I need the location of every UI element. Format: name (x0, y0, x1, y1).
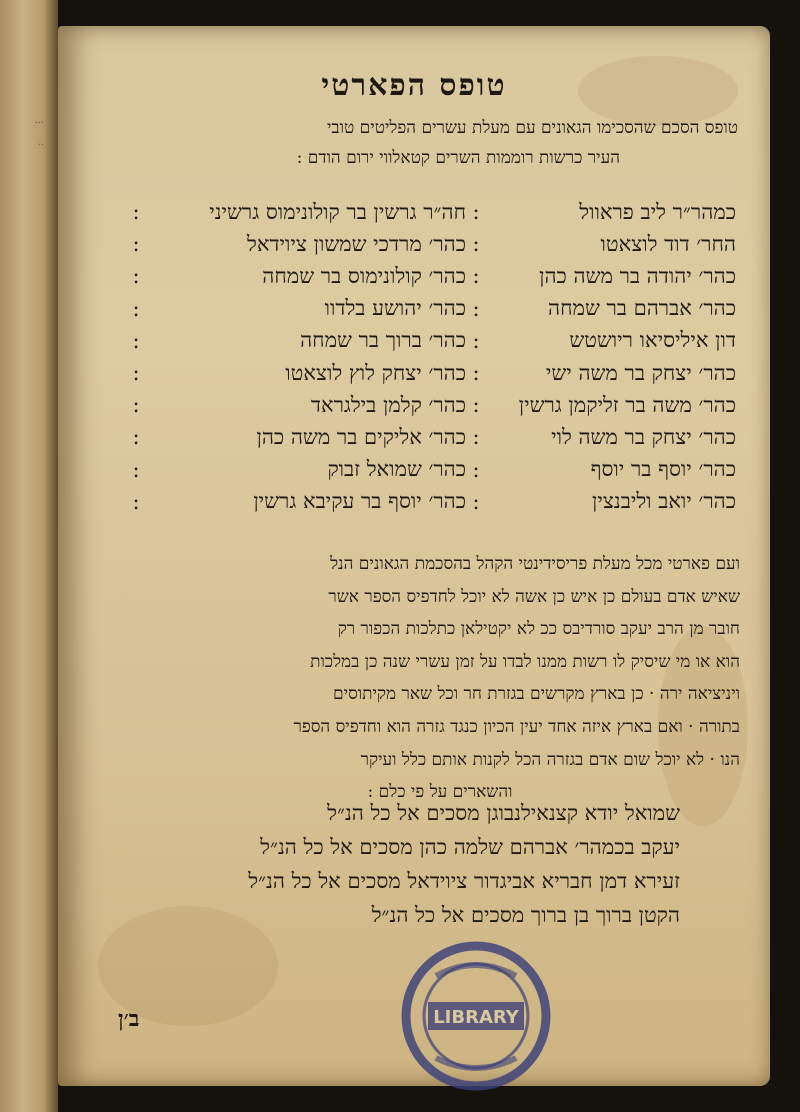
paragraph-line: שאיש אדם בעולם כן איש כן אשה לא יוכל לחדפיס הספר אשר (328, 586, 740, 607)
separator: : (472, 425, 480, 450)
signatory-name: כהר׳ אליקים בר משה כהן (256, 424, 466, 449)
paragraph-line: חובר מן הרב יעקב סורדיבס ככ לא יקטילאן כתלכות הכפור רק (337, 619, 740, 640)
separator: : (472, 264, 480, 289)
signatory-row (96, 389, 736, 421)
approbation-signatures (160, 801, 680, 937)
page-title: טופס הפארטי (321, 68, 507, 103)
signatory-row (96, 196, 736, 228)
signatory-name: כהר׳ יצחק בר משה לוי (551, 424, 736, 449)
signatory-name: חה״ר גרשין בר קולונימוס גרשיני (209, 199, 466, 224)
signature-line: הקטן ברוך בן ברוך מסכים אל כל הנ״ל (371, 903, 680, 927)
paragraph-line: ויניציאה ירה · כן בארץ מקרשים בגזרת חר וכל שאר מקיתוסים (333, 684, 740, 705)
facing-page-marks: ··· (34, 118, 44, 129)
signatory-row (96, 293, 736, 325)
separator: : (472, 489, 480, 514)
signatory-name: כהר׳ יואב וליבנצין (592, 489, 736, 514)
stamp-label: LIBRARY (433, 1007, 519, 1028)
signatory-name: כמהר״ר ליב פראוול (579, 199, 736, 224)
separator: : (132, 232, 140, 257)
paragraph-line: הנו · לא יוכל שום אדם בגזרה הכל לקנות אותם כלל ועיקר (360, 749, 740, 770)
signatory-row (96, 260, 736, 292)
separator: : (132, 393, 140, 418)
separator: : (472, 393, 480, 418)
decree-paragraph (100, 554, 740, 815)
signatory-name: כהר׳ מרדכי שמשון ציוידאל (247, 231, 466, 256)
signatory-name: כהר׳ שמואל זבוק (327, 457, 466, 482)
intro-line: העיר כרשות רוממות השרים קטאלווי ירום הודם : (296, 148, 620, 168)
signatory-name: כהר׳ יצחק בר משה ישי (545, 360, 736, 385)
separator: : (472, 457, 480, 482)
signatory-row (96, 421, 736, 453)
separator: : (472, 328, 480, 353)
facing-page-marks: ·· (37, 140, 44, 151)
intro-line: טופס הסכם שהסכימו הגאונים עם מעלת עשרים הפליטים טובי (326, 118, 738, 138)
signatory-name: כהר׳ יהודה בר משה כהן (539, 263, 736, 288)
separator: : (132, 264, 140, 289)
separator: : (132, 425, 140, 450)
signatory-name: כהר׳ משה בר זליקמן גרשין (518, 392, 736, 417)
signatory-name: כהר׳ יצחק לוץ לוצאטו (285, 360, 466, 385)
signatory-name: כהר׳ קלמן בילגראד (310, 392, 466, 417)
signatory-name: כהר׳ אברהם בר שמחה (547, 296, 736, 321)
signatory-row (96, 486, 736, 518)
separator: : (132, 489, 140, 514)
catchword-folio: ב׳ן (118, 1006, 140, 1032)
separator: : (132, 296, 140, 321)
separator: : (472, 200, 480, 225)
signatory-name: כהר׳ ברוך בר שמחה (300, 328, 466, 353)
signatory-name: כהר׳ קולונימוס בר שמחה (262, 263, 466, 288)
signatory-row (96, 325, 736, 357)
signatory-row (96, 357, 736, 389)
signatory-name: כהר׳ יהושע בלדוו (324, 296, 466, 321)
library-stamp (396, 936, 556, 1096)
separator: : (472, 361, 480, 386)
book-page (58, 26, 770, 1086)
separator: : (132, 361, 140, 386)
separator: : (472, 232, 480, 257)
signatory-name: כהר׳ יוסף בר יוסף (590, 457, 736, 482)
separator: : (132, 457, 140, 482)
paragraph-line: בתורה · ואם בארץ איזה אחד יעין הכיון כנגד גזרה הוא וחדפיס הספר (293, 716, 740, 737)
paragraph-line: ועם פארטי מכל מעלת פריסידינטי הקהל בהסכמת הגאונים הנל (330, 554, 740, 574)
signature-line: יעקב בכמהר׳ אברהם שלמה כהן מסכים אל כל הנ״ל (260, 835, 680, 859)
paragraph-line: הוא או מי שיסיק לו רשות ממנו לבדו על זמן עשרי שנה כן במלכות (310, 651, 740, 672)
signature-line: זעירא דמן חבריא אביגדור ציוידאל מסכים אל כל הנ״ל (248, 869, 680, 893)
signatory-row (96, 228, 736, 260)
paragraph-line: והשארים על פי כלם : (367, 782, 513, 803)
signature-line: שמואל יודא קצנאילנבוגן מסכים אל כל הנ״ל (327, 801, 680, 825)
signatory-row (96, 454, 736, 486)
separator: : (472, 296, 480, 321)
signatory-name: החר׳ דוד לוצאטו (600, 231, 736, 256)
separator: : (132, 200, 140, 225)
separator: : (132, 328, 140, 353)
signatory-name: כהר׳ יוסף בר עקיבא גרשין (253, 489, 466, 514)
signatory-list (96, 196, 736, 518)
signatory-name: דון איליסיאו ריושטש (569, 328, 736, 353)
